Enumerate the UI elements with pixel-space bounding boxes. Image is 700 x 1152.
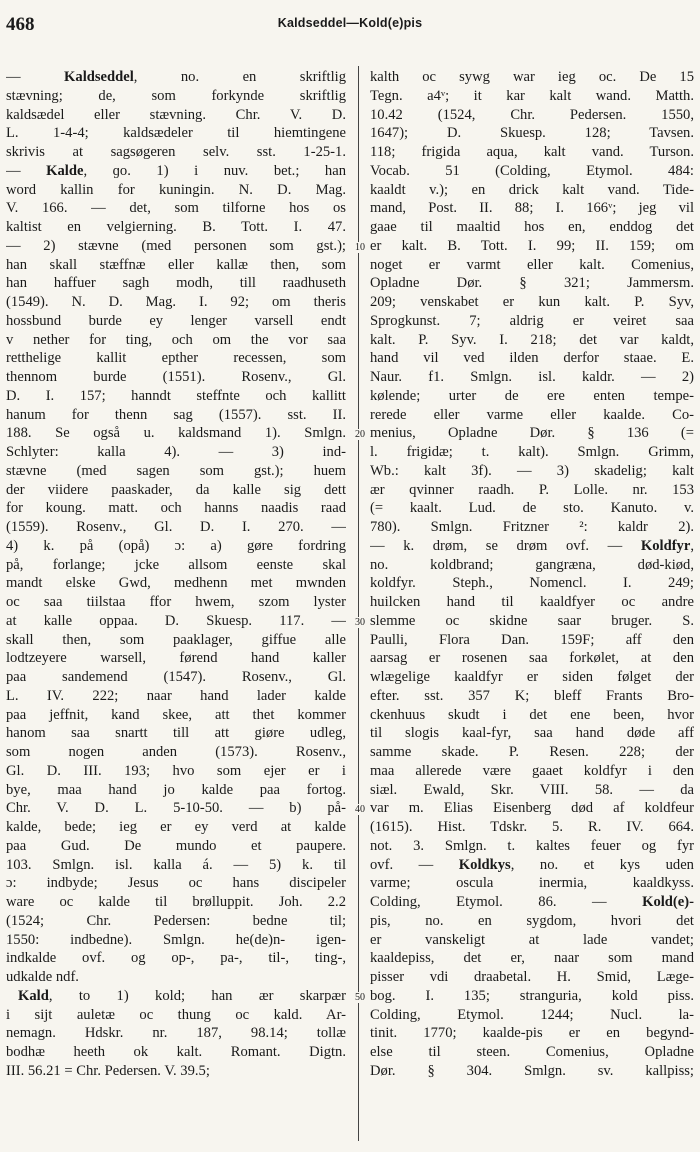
text-line: Schlyter: kalla 4). — 3) ind- — [6, 444, 346, 460]
text-line: retthelige kallit epther recessen, som — [6, 350, 346, 367]
text-line: Chr. V. D. L. 5-10-50. — b) på- — [6, 800, 346, 817]
text-line: (1559). Rosenv., Gl. D. I. 270. — — [6, 519, 346, 535]
text-line: (1549). N. D. Mag. I. 92; om theris — [6, 294, 346, 310]
text-line: efter. sst. 357 K; bleff Frants Bro- — [370, 687, 694, 704]
text-line: ovf. — Koldkys, no. et kys uden — [370, 856, 694, 873]
text-line: V. 166. — det, som tilforne hos os — [6, 200, 346, 217]
text-line: aarsag er rosenen saa forkølet, at den — [370, 650, 694, 667]
text-line: 1647); D. Skuesp. 128; Tavsen. — [370, 125, 694, 142]
column-divider — [358, 66, 359, 1141]
text-line: for koung. matt. och hanns naadis raad — [6, 500, 346, 517]
text-line: noget er varmt eller kalt. Comenius, — [370, 256, 694, 273]
text-line: — Kalde, ɡo. 1) i nuv. bet.; han — [6, 162, 346, 179]
text-line: gaae til maaltid hos en, enddog det — [370, 219, 694, 235]
text-line: ɔ: indbyde; Jesus oc hans discipeler — [6, 875, 346, 892]
page-header — [6, 14, 694, 38]
text-line: 103. Smlgn. isl. kalla á. — 5) k. til — [6, 856, 346, 873]
text-line: var m. Elias Eisenberg død af koldfeur — [370, 800, 694, 817]
text-line: ware oc kalde til brølluppit. Joh. 2.2 — [6, 894, 346, 910]
text-line: Naur. f1. Smlgn. isl. kaldr. — 2) — [370, 369, 694, 385]
running-head: Kaldseddel—Kold(e)pis — [277, 16, 423, 30]
text-line: varme; oscula inermia, kaaldkyss. — [370, 875, 694, 892]
text-line: Colding, Etymol. 1244; Nucl. la- — [370, 1006, 694, 1023]
text-line: paa Gud. De mundo et paupere. — [6, 837, 346, 854]
line-number-marker: 40 — [350, 804, 370, 815]
text-line: — k. drøm, se drøm ovf. — Koldfyr, — [370, 537, 694, 554]
text-line: wlægelige kaaldfyr er siden følget der — [370, 669, 694, 685]
text-line: Tegn. a4ᵛ; it kar kalt wand. Matth. — [370, 87, 694, 104]
text-line: (= kaalt. Lud. de sto. Kanuto. v. — [370, 500, 694, 517]
text-line: rerede eller varme eller kaalde. Co- — [370, 406, 694, 423]
text-line: Sprogkunst. 7; aldrig er veiret saa — [370, 312, 694, 329]
text-line: ckenhuus skudt i det ene been, hvor — [370, 706, 694, 723]
text-line: 4) k. på (opå) ɔ: a) gøre fordring — [6, 537, 346, 554]
text-line: 10.42 (1524, Chr. Pedersen. 1550, — [370, 106, 694, 123]
text-line: indkalde ovf. og op-, pa-, til-, ting-, — [6, 950, 346, 967]
text-line: kaldsædel eller stævning. Chr. V. D. — [6, 106, 346, 123]
text-line: udkalde ndf. — [6, 969, 79, 985]
text-line: slemme oc skidne saar bruger. S. — [370, 612, 694, 629]
text-line: skrivis at sagsøgeren selv. sst. 1-25-1. — [6, 144, 346, 160]
text-line: kaltist en velgierning. B. Tott. I. 47. — [6, 219, 346, 235]
text-line: kaaldt v.); en drick kalt vand. Tide- — [370, 181, 694, 198]
text-line: hanom saa snartt till att giøre udleg, — [6, 725, 346, 742]
text-line: thennom burde (1551). Rosenv., Gl. — [6, 369, 346, 385]
text-line: hanum for thenn sag (1557). sst. II. — [6, 406, 346, 423]
text-line: Vocab. 51 (Colding, Etymol. 484: — [370, 162, 694, 179]
text-line: som nogen anden (1573). Rosenv., — [6, 744, 346, 760]
text-line: på, forlange; jcke allsom eenste skal — [6, 556, 346, 573]
page-number: 468 — [6, 14, 35, 35]
text-line: oc saa tiilstaa ffor hwem, szom lyster — [6, 594, 346, 610]
text-line: L. IV. 222; naar hand lader kalde — [6, 687, 346, 704]
text-line: 780). Smlgn. Fritzner ²: kaldr 2). — [370, 519, 694, 535]
line-number-marker: 10 — [350, 242, 370, 253]
right-column — [370, 68, 694, 1081]
text-line: (1524; Chr. Pedersen: bedne til; — [6, 912, 346, 929]
text-line: 188. Se også u. kaldsmand 1). Smlgn. — [6, 425, 346, 442]
text-line: 1550: indbedne). Smlgn. he(de)n- igen- — [6, 931, 346, 948]
text-line: kalt. P. Syv. I. 218; det var kaldt, — [370, 331, 694, 348]
text-line: tinit. 1770; kaalde-pis er en begynd- — [370, 1025, 694, 1042]
text-line: Opladne Dør. § 321; Jammersm. — [370, 275, 694, 292]
text-line: pisser vdi draabetal. H. Smid, Læge- — [370, 969, 694, 985]
text-line: der viidere paaskader, da kalle sig dett — [6, 481, 346, 498]
text-line: hand vil ved ilden derfor staae. E. — [370, 350, 694, 367]
text-line: not. 3. Smlgn. t. kaltes feuer og fyr — [370, 837, 694, 854]
left-column — [6, 68, 346, 1081]
text-line: else til steen. Comenius, Opladne — [370, 1044, 694, 1060]
text-line: kølende; urter de ere enten tempe- — [370, 387, 694, 404]
text-line: skall then, som paaklager, giffue alle — [6, 631, 346, 648]
text-line: hossbund burde ey lenger varsell endt — [6, 312, 346, 329]
text-line: mand, Post. II. 88; I. 166ᵛ; jeg vil — [370, 200, 694, 217]
text-line: Kald, to 1) kold; han ær skarpær — [18, 987, 346, 1004]
text-line: — Kaldseddel, no. en skriftlig — [6, 69, 346, 85]
text-line: han skall stæffnæ eller kallæ then, som — [6, 256, 346, 273]
text-line: samme skade. P. Resen. 228; der — [370, 744, 694, 760]
text-line: Gl. D. III. 193; hvo som ejer er i — [6, 762, 346, 779]
text-line: bog. I. 135; stranguria, kold piss. — [370, 987, 694, 1004]
text-line: er kalt. B. Tott. I. 99; II. 159; om — [370, 237, 694, 254]
text-line: bodhæ heeth ok kalt. Romant. Digtn. — [6, 1044, 346, 1060]
text-line: stævning; de, som forkynde skriftlig — [6, 87, 346, 104]
text-line: Wb.: kalt 3f). — 3) skadelig; kalt — [370, 462, 694, 479]
text-line: mandt elske Gwd, medhenn met mwnden — [6, 575, 346, 592]
text-line: no. koldbrand; gangræna, død-kiød, — [370, 556, 694, 573]
line-number-marker: 30 — [350, 617, 370, 628]
text-line: ær qvinner raadh. P. Lolle. nr. 153 — [370, 481, 694, 498]
text-line: koldfyr. Steph., Nomencl. I. 249; — [370, 575, 694, 592]
text-line: D. I. 157; hanndt steffnte och kallitt — [6, 387, 346, 404]
text-line: L. 1-4-4; kaldsædeler til hiemtingene — [6, 125, 346, 142]
text-line: bye, maa hand jo kalde paa fortog. — [6, 781, 346, 798]
text-line: paa sandemend (1547). Rosenv., Gl. — [6, 669, 346, 685]
text-line: kalde, bede; ieg er ey verd at kalde — [6, 819, 346, 835]
text-line: kalth oc sywg war ieg oc. De 15 — [370, 69, 694, 85]
text-line: Dør. § 304. Smlgn. sv. kallpiss; — [370, 1062, 694, 1079]
text-line: 118; frigida aqua, kalt vand. Turson. — [370, 144, 694, 160]
text-line: Colding, Etymol. 86. — Kold(e)- — [370, 894, 694, 910]
text-line: — 2) stævne (med personen som gst.); — [6, 237, 346, 254]
text-line: i sijt auletæ oc thung oc kald. Ar- — [6, 1006, 346, 1023]
text-line: maa allerede være gaaet koldfyr i den — [370, 762, 694, 779]
line-number-marker: 20 — [350, 429, 370, 440]
text-line: menius, Opladne Dør. § 136 (= — [370, 425, 694, 442]
text-line: lodtzeyere warsell, førend hand kaller — [6, 650, 346, 667]
text-line: siæl. Ewald, Skr. VIII. 58. — da — [370, 781, 694, 798]
text-line: er vanskeligt at lade vandet; — [370, 931, 694, 948]
text-line: at kalle oppaa. D. Skuesp. 117. — — [6, 612, 346, 629]
text-line: nemagn. Hdskr. nr. 187, 98.14; tollæ — [6, 1025, 346, 1042]
text-line: 209; venskabet er kun kalt. P. Syv, — [370, 294, 694, 310]
text-line: Paulli, Flora Dan. 159F; aff den — [370, 631, 694, 648]
line-number-marker: 50 — [350, 992, 370, 1003]
text-line: v nether for ting, och om the vor saa — [6, 331, 346, 348]
text-line: han haffuer sagh modh, till raadhuseth — [6, 275, 346, 292]
text-line: (1615). Hist. Tdskr. 5. R. IV. 664. — [370, 819, 694, 835]
text-line: l. frigidæ; t. kalt). Smlgn. Grimm, — [370, 444, 694, 460]
text-line: paa jeffnit, kand skee, att thet kommer — [6, 706, 346, 723]
text-line: stævne (med sagen som gst.); huem — [6, 462, 346, 479]
text-line: word kallin for kuningin. N. D. Mag. — [6, 181, 346, 198]
text-line: til slogis kaal-fyr, saa hand døde aff — [370, 725, 694, 742]
text-line: kaaldepiss, det er, naar som mand — [370, 950, 694, 967]
text-line: III. 56.21 = Chr. Pedersen. V. 39.5; — [6, 1062, 210, 1079]
text-line: huilcken hand til kaaldfyer oc andre — [370, 594, 694, 610]
text-line: pis, no. en sygdom, hvori det — [370, 912, 694, 929]
